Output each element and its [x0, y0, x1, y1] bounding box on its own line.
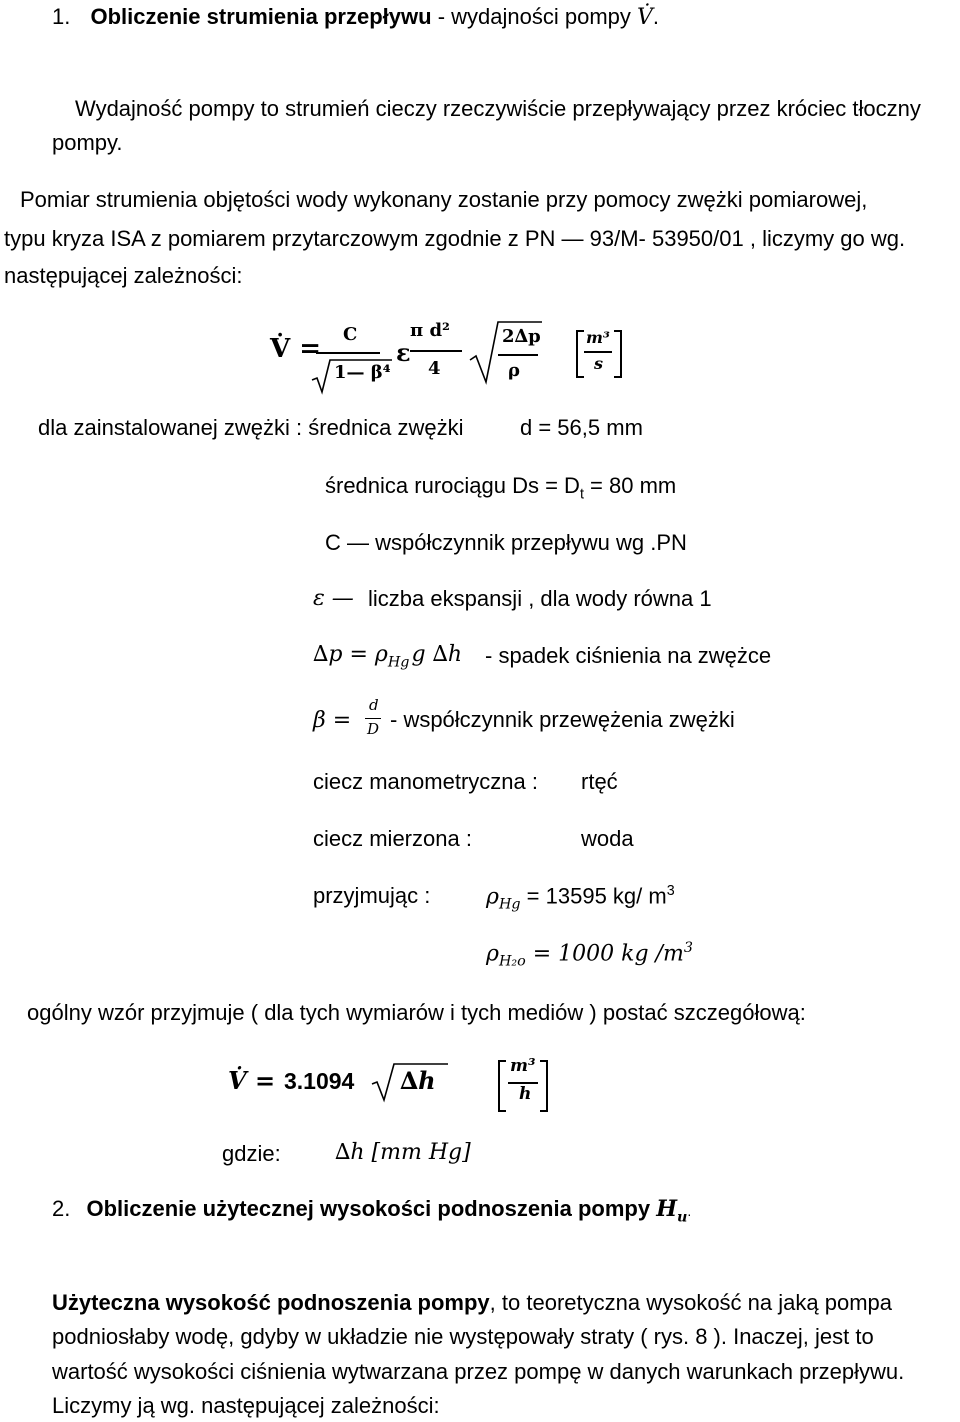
param-mierzona-label: ciecz mierzona : [313, 826, 472, 851]
intro-line-5: następującej zależności: [4, 263, 243, 288]
rho-h2o-value: = 1000 kg /m [525, 941, 684, 967]
param-przyjmujac-label: przyjmując : [313, 883, 431, 908]
param-eps-symbol: ε — [313, 586, 354, 611]
section-number: 2. [52, 1196, 71, 1221]
param-beta-line: - współczynnik przewężenia zwężki [390, 707, 735, 732]
unit-bracket-right [540, 1060, 548, 1112]
unit-s: s [594, 354, 604, 373]
section-title-end: . [652, 4, 660, 29]
section-1-heading [52, 4, 659, 30]
formula-den: 1— β⁴ [334, 362, 391, 383]
fraction-bar [584, 351, 612, 353]
param-rurociag-label: średnica rurociągu Ds = D [325, 473, 580, 498]
section-title: Obliczenie strumienia przepływu [90, 4, 432, 29]
param-rurociag-sub: t [579, 486, 584, 503]
formula-pi-d2: π d² [410, 320, 450, 341]
param-rurociag [325, 473, 676, 502]
intro-line-3: Pomiar strumienia objętości wody wykonany zostanie przy pomocy zwężki pomiarowej, [20, 187, 868, 212]
unit-bracket-left [498, 1060, 506, 1112]
flow-formula [270, 318, 630, 388]
intro-line-4: typu kryza ISA z pomiarem przytarczowym zgodnie z PN — 93/M- 53950/01 , liczymy go wg. [4, 226, 906, 251]
unit-bracket-right [614, 330, 622, 378]
paragraph-line-2: podniosłaby wodę, gdyby w układzie nie występowały straty ( rys. 8 ). Inaczej, jest to [52, 1324, 874, 1349]
param-rurociag-value: = 80 mm [583, 473, 677, 498]
section-title-end: . [687, 1203, 692, 1219]
paragraph-line-3: wartość wysokości ciśnienia wytwarzana przez pompę w danych warunkach przepływu. [52, 1359, 905, 1384]
rho-hg-value: = 13595 kg/ m [520, 883, 667, 909]
unit-m3: m³ [586, 328, 610, 347]
intro-line-1: Wydajność pompy to strumień cieczy rzeczywiście przepływający przez króciec tłoczny [75, 96, 921, 121]
rho-hg-symbol: ρ [486, 884, 499, 910]
unit2-m3: m³ [510, 1056, 536, 1076]
formula-c: C [343, 324, 358, 345]
param-c-line: C — współczynnik przepływu wg .PN [325, 530, 687, 555]
section-2-heading [52, 1196, 691, 1225]
fraction-bar [410, 350, 462, 352]
beta-num: d [369, 696, 379, 714]
param-zwezka-value: d = 56,5 mm [520, 415, 643, 440]
param-rho-hg [486, 883, 675, 913]
beta-bar [365, 718, 381, 719]
param-zwezka-label: dla zainstalowanej zwężki : średnica zwężki [38, 415, 464, 440]
param-eps-line: liczba ekspansji , dla wody równa 1 [368, 586, 712, 611]
fraction-bar [316, 352, 380, 354]
rho-h2o-symbol: ρ [486, 941, 499, 967]
rho-hg-sub: Hg [498, 896, 521, 913]
rho-hg-sup: 3 [666, 883, 675, 899]
param-manometr-value: rtęć [581, 769, 618, 794]
unit-bracket-left [576, 330, 584, 378]
v-dot-symbol: V̇ [637, 5, 653, 30]
beta-lhs: β = [313, 708, 352, 733]
gdzie-label: gdzie: [222, 1141, 281, 1166]
paragraph-line-4: Liczymy ją wg. następującej zależności: [52, 1393, 440, 1418]
param-rho-h2o [486, 940, 693, 970]
section-number: 1. [52, 4, 71, 29]
specific-formula [228, 1054, 568, 1114]
formula-2dp: 2∆p [502, 326, 541, 347]
general-line: ogólny wzór przyjmuje ( dla tych wymiarów i tych mediów ) postać szczegółową: [27, 1000, 806, 1025]
formula2-lhs: V̇ = [228, 1066, 276, 1095]
paragraph-line-1-rest: , to teoretyczna wysokość na jaką pompa [489, 1290, 892, 1315]
formula-epsilon: ε [396, 338, 411, 367]
param-dp-formula [313, 642, 462, 670]
beta-den: D [367, 720, 380, 738]
section-title-rest: - wydajności pompy [431, 4, 637, 29]
param-dp-line: - spadek ciśnienia na zwężce [485, 643, 772, 668]
formula2-radicand: ∆h [400, 1066, 436, 1095]
section-title: Obliczenie użytecznej wysokości podnoszenia pompy [86, 1196, 657, 1221]
rho-h2o-sub: H₂o [498, 953, 526, 970]
dp-lhs: ∆p = ρ [313, 642, 388, 667]
fraction-bar [498, 354, 538, 356]
paragraph-bold: Użyteczna wysokość podnoszenia pompy [52, 1290, 490, 1315]
unit2-h: h [519, 1084, 532, 1104]
formula-lhs: V̇ = [270, 334, 322, 364]
intro-line-2: pompy. [52, 130, 123, 155]
formula-four: 4 [428, 358, 441, 379]
dp-rest: g ∆h [411, 642, 463, 667]
dh-unit: ∆h [mm Hg] [335, 1140, 471, 1165]
rho-h2o-sup: 3 [683, 940, 693, 956]
param-mierzona-value: woda [581, 826, 634, 851]
param-manometr-label: ciecz manometryczna : [313, 769, 538, 794]
dp-sub: Hg [387, 654, 410, 671]
formula-rho: ρ [508, 360, 520, 381]
hu-symbol: H [656, 1196, 677, 1222]
formula2-coef: 3.1094 [284, 1068, 355, 1094]
hu-sub: u [676, 1209, 688, 1226]
paragraph-line-1 [52, 1290, 892, 1316]
